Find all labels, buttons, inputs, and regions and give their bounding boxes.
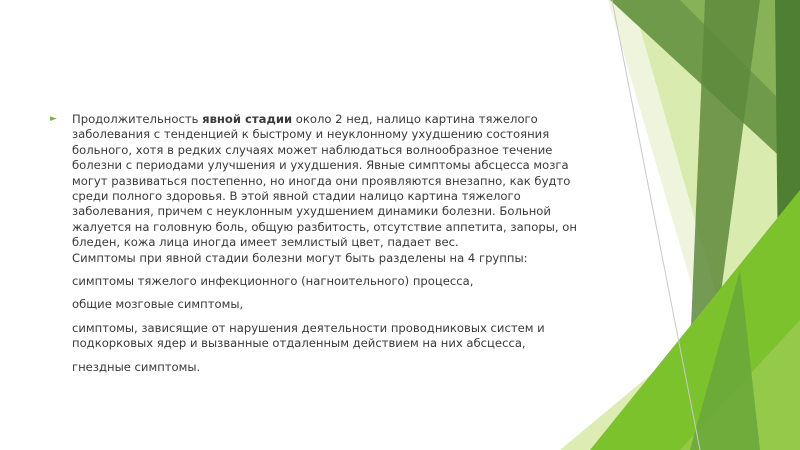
content-area [50, 112, 590, 383]
list-item-text: симптомы, зависящие от нарушения деятельности проводниковых систем и подкорковых ядер и вызванные отдаленным действием на них абсцесса, [72, 320, 545, 351]
groups-intro: Симптомы при явной стадии болезни могут быть разделены на 4 группы: [72, 250, 528, 265]
list-item-text: гнездные симптомы. [72, 359, 201, 374]
list-item [50, 297, 590, 312]
list-item [50, 274, 590, 289]
text-before-bold: Продолжительность [72, 112, 203, 126]
list-item [50, 321, 590, 352]
list-item-text: общие мозговые симптомы, [72, 297, 244, 312]
bold-term: явной стадии [202, 112, 293, 126]
list-item-text: симптомы тяжелого инфекционного (нагноительного) процесса, [72, 274, 474, 289]
arrow-bullet-icon: ► [50, 114, 57, 124]
main-bullet [50, 112, 590, 266]
text-after-bold: около 2 нед, налицо картина тяжелого заболевания с тенденцией к быстрому и неуклонному ухудшению состояния больного, хотя в редких случаях может наблюдаться волнообразное течение болезни с периодами улучшения и ухудшения. Явные симптомы абсцесса мозга могут развиваться постепенно, но иногда они проявляются внезапно, как будто среди полного здоровья. В этой явной стадии налицо картина тяжелого заболевания, причем с неуклонным ухудшением динамики болезни. Больной жалуется на головную боль, общую разбитость, отсутствие аппетита, запоры, он бледен, кожа лица иногда имеет землистый цвет, падает вес. [72, 112, 577, 250]
list-item [50, 360, 590, 375]
main-paragraph [72, 112, 577, 265]
